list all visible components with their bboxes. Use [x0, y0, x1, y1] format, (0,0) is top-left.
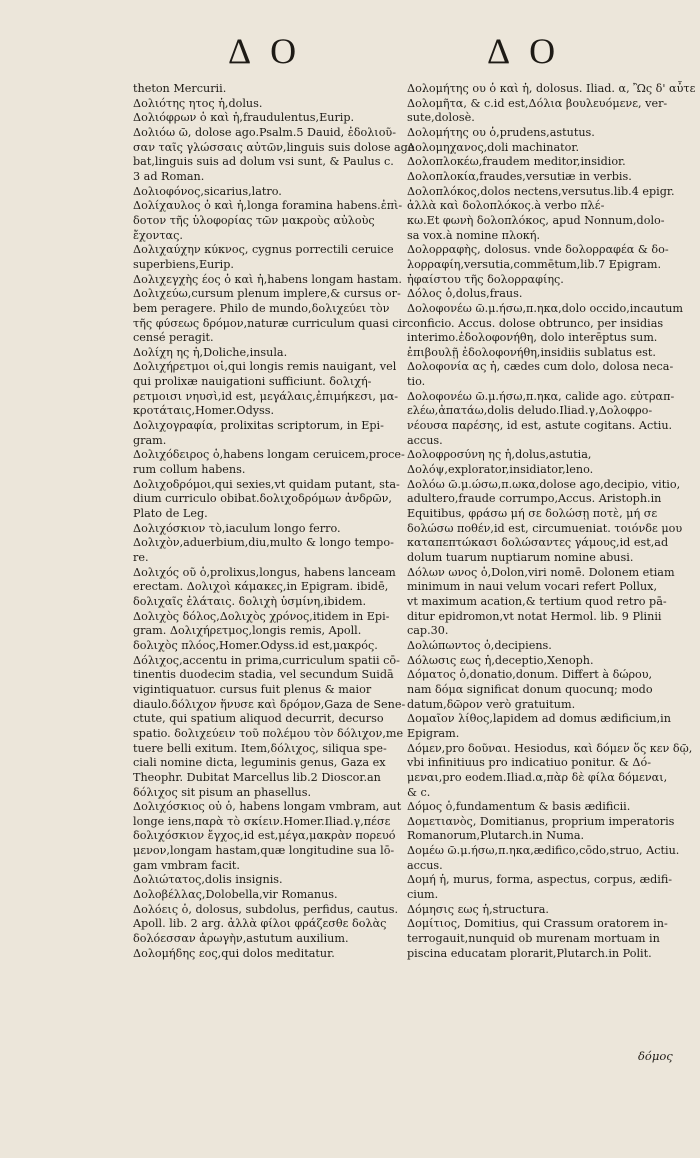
text-line: ἔχοντας. — [133, 228, 183, 242]
text-line: ἐπιβουλῇ ἐδολοφονήθη,insidiis sublatus est. — [407, 345, 656, 359]
text-line: Δολοφονέω ῶ.μ.ήσω,π.ηκα, calide ago. εὐτραπ- — [407, 389, 675, 403]
text-line: Δόμεν,pro δοῦναι. Hesiodus, καὶ δόμεν ὅς κεν δῷ, — [407, 741, 693, 755]
text-line: superbiens,Eurip. — [133, 257, 234, 271]
text-line: Δολόεις ὁ, dolosus, subdolus, perfidus, cautus. — [133, 902, 399, 916]
text-line: Δολομήδης εος,qui dolos meditatur. — [133, 946, 335, 960]
text-line: δολώσω ποθέν,id est, circumueniat. τοιόνδε μου — [407, 521, 683, 535]
text-line: tio. — [407, 375, 426, 389]
running-head-right: Δ Ο — [487, 31, 562, 71]
text-line: bem peragere. Philo de mundo,δολιχεύει τὸν — [133, 301, 390, 315]
text-line: Δολιοφόνος,sicarius,latro. — [133, 184, 282, 198]
text-line: nam δόμα significat donum quocunq; modo — [407, 682, 653, 696]
text-line: Apoll. lib. 2 arg. ἀλλὰ φίλοι φράζεσθε δολὰς — [133, 917, 387, 931]
text-line: bat,linguis suis ad dolum vsi sunt, & Paulus c. — [133, 155, 394, 169]
text-line: Δολοβέλλας,Dolobella,vir Romanus. — [133, 888, 338, 902]
text-line: Δολιότης ητος ἡ,dolus. — [133, 96, 263, 110]
text-line: Δολιχαύχην κύκνος, cygnus porrectili ceruice — [133, 243, 394, 257]
text-line: Δολιχοδρόμοι,qui sexies,vt quidam putant, sta- — [133, 477, 400, 491]
text-line: terrogauit,nunquid ob murenam mortuam in — [407, 932, 660, 946]
catchword: δόμος — [638, 1049, 673, 1063]
text-line: Plato de Leg. — [133, 507, 208, 521]
text-line: longe iens,παρὰ τὸ σκίειν.Homer.Iliad.γ,πέσε — [133, 814, 391, 828]
text-line: adultero,fraude corrumpo,Accus. Aristoph.in — [407, 492, 662, 506]
text-line: diaulo.δόλιχον ἥνυσε καὶ δρόμον,Gaza de Sene- — [133, 697, 406, 711]
text-line: datum,δῶρον verò gratuitum. — [407, 697, 576, 711]
text-line: Δολιχεγχὴς έος ὁ καὶ ἡ,habens longam hastam. — [133, 272, 402, 286]
text-line: gram. Δολιχήρετμος,longis remis, Apoll. — [133, 624, 362, 638]
text-line: interimo.ἐδολοφονήθη, dolo interēptus sum. — [407, 331, 658, 345]
text-line: 3 ad Roman. — [133, 169, 205, 183]
text-line: μενον,longam hastam,quæ longitudine sua lō- — [133, 844, 395, 858]
text-line: Δολοφροσύνη ης ἡ,dolus,astutia, — [407, 448, 592, 462]
text-line: gam vmbram facit. — [133, 858, 240, 872]
text-line: Δολορραφὴς, dolosus. vnde δολορραφέα & δο- — [407, 243, 669, 257]
text-line: conficio. Accus. dolose obtrunco, per insidias — [407, 316, 664, 330]
text-line: καταπεπτώκασι δολώσαντες γάμους,id est,ad — [407, 536, 669, 550]
text-line: Δόλιχος,accentu in prima,curriculum spatii cō- — [133, 653, 400, 667]
text-line: Δολόψ,explorator,insidiator,leno. — [407, 463, 594, 477]
text-line: dium curriculo obibat.δολιχοδρόμων ἀνδρῶν, — [133, 492, 392, 506]
text-line: qui prolixæ nauigationi sufficiunt. δολιχή- — [133, 375, 372, 389]
text-line: Δομίτιος, Domitius, qui Crassum oratorem in- — [407, 917, 668, 931]
text-line: Δομέω ῶ.μ.ήσω,π.ηκα,ædifico,cōdo,struo, Actiu. — [407, 844, 680, 858]
text-line: Δομαῖον λίθος,lapidem ad domus ædificium,in — [407, 712, 671, 726]
text-line: Δόλος ὁ,dolus,fraus. — [407, 287, 523, 301]
text-line: δολιχὸς πλόος,Homer.Odyss.id est,μακρός. — [133, 638, 378, 652]
text-line: Theophr. Dubitat Marcellus lib.2 Dioscor.an — [133, 770, 381, 784]
text-line: Δολομῆτα, & c.id est,Δόλια βουλευόμενε, ver- — [407, 96, 668, 110]
text-line: Δολίχαυλος ὁ καὶ ἡ,longa foramina habens.ἐπὶ- — [133, 199, 403, 213]
text-line: vbi infinitiuus pro indicatiuo ponitur. & Δό- — [407, 756, 651, 770]
text-line: Δολόω ῶ.μ.ώσω,π.ωκα,dolose ago,decipio, vitio, — [407, 477, 681, 491]
text-line: re. — [133, 551, 149, 564]
text-line: Δολοπλόκος,dolos nectens,versutus.lib.4 epigr. — [407, 184, 675, 198]
text-line: Δολιόω ῶ, dolose ago.Psalm.5 Dauid, ἐδολιοῦ- — [133, 125, 397, 139]
text-line: ἀλλὰ καὶ δολοπλόκος.à verbo πλέ- — [407, 199, 605, 213]
text-line: δολιχαῖς ἐλάταις. δολιχὴ ὑσμίνη,ibidem. — [133, 594, 367, 608]
text-line: Δολιχὸς δόλος,Δολιχὸς χρόνος,itidem in Epi- — [133, 609, 390, 623]
text-line: Δολοπλοκέω,fraudem meditor,insidior. — [407, 155, 626, 169]
text-line: sute,dolosè. — [407, 111, 475, 125]
text-line: ρετμοισι νηυσὶ,id est, μεγάλαις,ἐπιμήκεσι, μα- — [133, 389, 399, 403]
text-line: censé peragit. — [133, 331, 214, 345]
text-line: Δόματος ὁ,donatio,donum. Differt à δώρου, — [407, 668, 653, 682]
text-line: Δόμος ὁ,fundamentum & basis ædificii. — [407, 800, 631, 814]
text-line: tuere belli exitum. Item,δόλιχος, siliqua spe- — [133, 741, 387, 755]
text-line: δοτον τῆς ὑλοφορίας τῶν μακροὺς αὐλοὺς — [133, 213, 375, 227]
text-line: accus. — [407, 858, 443, 872]
right-column — [407, 82, 696, 961]
text-line: tinentis duodecim stadia, vel secundum Suidā — [133, 668, 394, 682]
text-line: sa vox.à nomine πλοκή. — [407, 228, 541, 242]
text-line: Δολοπλοκία,fraudes,versutiæ in verbis. — [407, 169, 632, 183]
text-line: Δολιχήρετμοι οἱ,qui longis remis nauigant, vel — [133, 360, 397, 374]
text-line: Epigram. — [407, 726, 460, 740]
text-line: theton Mercurii. — [133, 82, 227, 95]
text-line: vigintiquatuor. cursus fuit plenus & maior — [133, 682, 372, 696]
text-line: ciali nomine dicta, leguminis genus, Gaza ex — [133, 756, 386, 770]
text-line: Romanorum,Plutarch.in Numa. — [407, 829, 585, 843]
text-line: Δολιχόσκιος οὐ ὁ, habens longam vmbram, aut — [133, 800, 402, 814]
text-line: vt maximum acation,& tertium quod retro pā- — [407, 594, 667, 608]
text-line: δολόεσσαν ἀρωγὴν,astutum auxilium. — [133, 932, 349, 946]
text-line: νέουσα παρέσης, id est, astute cogitans. Actiu. — [407, 419, 673, 433]
running-head-left: Δ Ο — [228, 31, 303, 71]
text-line: κροτάταις,Homer.Odyss. — [133, 404, 275, 418]
text-line: erectam. Δολιχοὶ κάμακες,in Epigram. ibidē, — [133, 580, 389, 594]
text-line: cap.30. — [407, 624, 449, 638]
text-line: Δολοφονέω ῶ.μ.ήσω,π.ηκα,dolo occido,incautum — [407, 301, 684, 315]
text-line: δολιχόσκιον ἔγχος,id est,μέγα,μακρὰν πορευό — [133, 829, 396, 843]
text-line: λορραφίη,versutia,commētum,lib.7 Epigram. — [407, 257, 662, 271]
text-line: accus. — [407, 433, 443, 447]
text-line: Δολομήτης ου ὁ,prudens,astutus. — [407, 125, 595, 139]
text-line: Δόλωσις εως ἡ,deceptio,Xenoph. — [407, 653, 594, 667]
text-line: Δομετιανὸς, Domitianus, proprium imperatoris — [407, 814, 675, 828]
text-line: Δόλων ωνος ὁ,Dolon,viri nomē. Dolonem etiam — [407, 565, 675, 579]
text-line: Δολιχός οῦ ὁ,prolixus,longus, habens lanceam — [133, 565, 396, 579]
text-line: Δολιχόδειρος ὁ,habens longam ceruicem,proce- — [133, 448, 405, 462]
text-line: Δολίχη ης ἡ,Doliche,insula. — [133, 345, 288, 359]
text-line: Δολιώτατος,dolis insignis. — [133, 873, 283, 887]
text-line: Δολιχὸν,aduerbium,diu,multo & longo tempo- — [133, 536, 394, 550]
text-line: Δομή ἡ, murus, forma, aspectus, corpus, ædifi- — [407, 873, 673, 887]
text-line: ditur epidromon,vt notat Hermol. lib. 9 Plinii — [407, 609, 662, 623]
text-line: Δολώπωντος ὁ,decipiens. — [407, 638, 552, 652]
text-line: κω.Et φωνὴ δολοπλόκος, apud Nonnum,dolo- — [407, 213, 665, 227]
text-line: rum collum habens. — [133, 463, 246, 477]
text-line: Δολιχόσκιον τὸ,iaculum longo ferro. — [133, 521, 341, 535]
text-line: Δόμησις εως ἡ,structura. — [407, 902, 549, 916]
text-line: Δολιόφρων ὁ καὶ ἡ,fraudulentus,Eurip. — [133, 111, 355, 125]
text-line: piscina educatam plorarit,Plutarch.in Polit. — [407, 946, 652, 960]
text-line: Δολομήτης ου ὁ καὶ ἡ, dolosus. Iliad. α, Ὢς δ' αὖτε — [407, 82, 696, 95]
text-line: dolum tuarum nuptiarum nomine abusi. — [407, 551, 634, 564]
text-line: ελέω,ἀπατάω,dolis deludo.Iliad.γ,Δολοφρο- — [407, 404, 653, 418]
running-head — [0, 30, 700, 76]
text-line: spatio. δολιχεύειν τοῦ πολέμου τὸν δόλιχον,me — [133, 726, 404, 740]
text-line: Δολιχογραφία, prolixitas scriptorum, in Epi- — [133, 419, 384, 433]
text-line: Δολιχεύω,cursum plenum implere,& cursus or- — [133, 287, 401, 301]
text-line: Δολομηχανος,doli machinator. — [407, 140, 580, 154]
text-line: δόλιχος sit pisum an phasellus. — [133, 785, 311, 799]
text-line: & c. — [407, 785, 431, 799]
text-line: Δολοφονία ας ἡ, cædes cum dolo, dolosa neca- — [407, 360, 674, 374]
text-line: σαν ταῖς γλώσσαις αὐτῶν,linguis suis dolose age — [133, 140, 415, 154]
text-line: τῆς φύσεως δρόμον,naturæ curriculum quasi cir — [133, 316, 408, 330]
text-line: Equitibus, φράσω μή σε δολώσῃ ποτὲ, μή σε — [407, 507, 658, 521]
text-line: ctute, qui spatium aliquod decurrit, decurso — [133, 712, 384, 726]
text-line: ἠφαίστου τῆς δολορραφίης. — [407, 272, 564, 286]
text-line: μεναι,pro eodem.Iliad.α,πὰρ δὲ φίλα δόμεναι, — [407, 770, 668, 784]
text-line: minimum in naui velum vocari refert Pollux, — [407, 580, 658, 594]
text-line: cium. — [407, 888, 439, 902]
left-column — [133, 82, 415, 961]
text-line: gram. — [133, 433, 167, 447]
